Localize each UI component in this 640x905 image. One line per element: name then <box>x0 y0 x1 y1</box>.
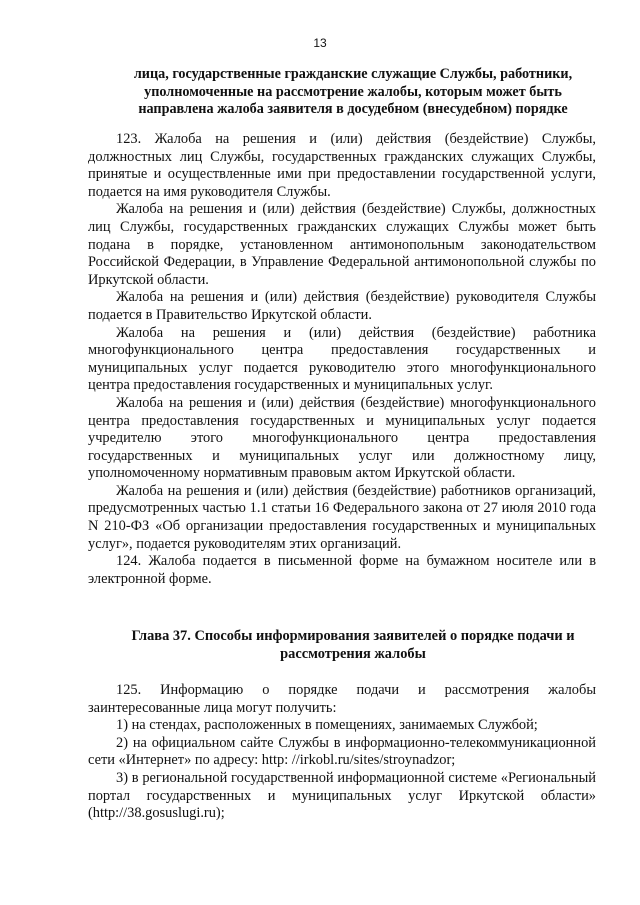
chapter-body-text <box>88 682 596 823</box>
paragraph: Жалоба на решения и (или) действия (бездействие) Службы, должностных лиц Службы, государственных гражданских служащих Службы может быть подана в порядке, установленном антимонопольным законодательством Российской Федерации, в Управление Федеральной антимонопольной службы по Иркутской области. <box>88 201 596 288</box>
paragraph: Жалоба на решения и (или) действия (бездействие) многофункционального центра предоставления государственных и муниципальных услуг подается учредителю этого многофункционального центра предоставления государственных и муниципальных услуг или должностному лицу, уполномоченному нормативным правовым актом Иркутской области. <box>88 394 596 482</box>
paragraph: 125. Информацию о порядке подачи и рассмотрения жалобы заинтересованные лица могут получить: <box>88 682 596 716</box>
list-item: 2) на официальном сайте Службы в информационно-телекоммуникационной сети «Интернет» по адресу: http: //irkobl.ru/sites/stroynadzor; <box>88 734 596 769</box>
paragraph: Жалоба на решения и (или) действия (бездействие) руководителя Службы подается в Правительство Иркутской области. <box>88 289 596 323</box>
section-heading: лица, государственные гражданские служащие Службы, работники, уполномоченные на рассмотрение жалобы, которым может быть направлена жалоба заявителя в досудебном (внесудебном) порядке <box>133 66 573 117</box>
list-item: 3) в региональной государственной информационной системе «Региональный портал государственных и муниципальных услуг Иркутской области» (http://38.gosuslugi.ru); <box>88 769 596 822</box>
body-text <box>88 131 596 588</box>
list-item: 1) на стендах, расположенных в помещениях, занимаемых Службой; <box>116 717 538 734</box>
paragraph: Жалоба на решения и (или) действия (бездействие) работника многофункционального центра предоставления государственных и муниципальных услуг подается руководителю этого многофункционального центра предоставления государственных и муниципальных услуг. <box>88 324 596 394</box>
paragraph: Жалоба на решения и (или) действия (бездействие) работников организаций, предусмотренных частью 1.1 статьи 16 Федерального закона от 27 июля 2010 года N 210-ФЗ «Об организации предоставления государственных и муниципальных услуг», подается руководителям этих организаций. <box>88 482 596 552</box>
paragraph: 124. Жалоба подается в письменной форме на бумажном носителе или в электронной форме. <box>88 553 596 587</box>
paragraph: 123. Жалоба на решения и (или) действия (бездействие) Службы, должностных лиц Службы, государственных гражданских служащих Службы, принятые и осуществленные ими при предоставлении государственной услуги, подается на имя руководителя Службы. <box>88 131 596 200</box>
page-number: 13 <box>313 36 327 50</box>
chapter-heading: Глава 37. Способы информирования заявителей о порядке подачи и рассмотрения жалобы <box>131 628 575 662</box>
